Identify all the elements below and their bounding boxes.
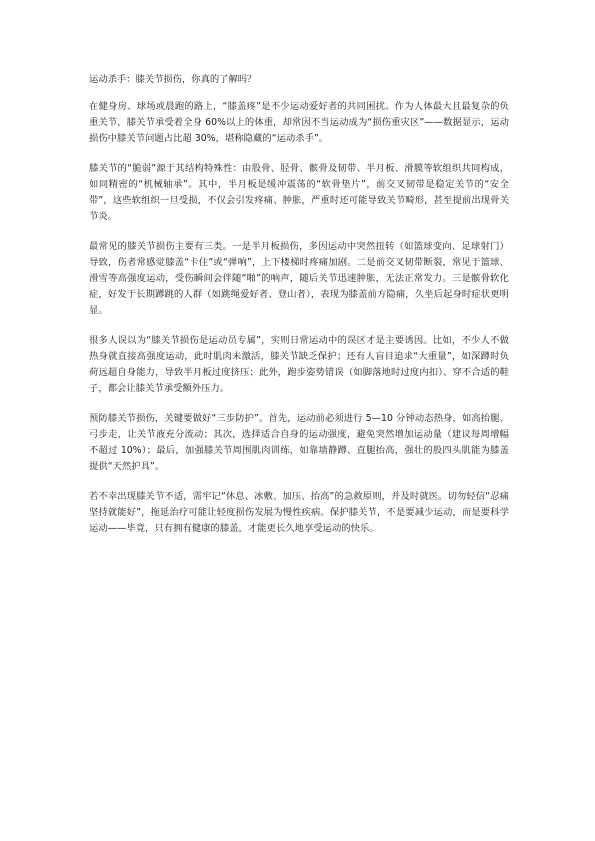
paragraph-misconceptions: 很多人误以为“膝关节损伤是运动员专属”，实则日常运动中的误区才是主要诱因。比如，不少人不做热身就直接高强度运动，此时肌肉未激活，膝关节缺乏保护；还有人盲目追求“大重量”，如深蹲时负荷远超自身能力，导致半月板过度挤压；此外，跑步姿势错误（如脚落地时过度内扣）、穿不合适的鞋子，都会让膝关节承受额外压力。 — [89, 335, 509, 394]
paragraph-injury-types: 最常见的膝关节损伤主要有三类。一是半月板损伤，多因运动中突然扭转（如篮球变向、足球射门）导致，伤者常感觉膝盖“卡住”或“弹响”，上下楼梯时疼痛加剧。二是前交叉韧带断裂，常见于篮球、滑雪等高强度运动，受伤瞬间会伴随“啪”的响声，随后关节迅速肿胀，无法正常发力。三是髌骨软化症，好发于长期蹲跳的人群（如跳绳爱好者、登山者），表现为膝盖前方隐痛，久坐后起身时症状更明显。 — [89, 241, 509, 316]
document-page — [89, 73, 509, 551]
document-title: 运动杀手：膝关节损伤，你真的了解吗？ — [89, 74, 257, 85]
paragraph-prevention: 预防膝关节损伤，关键要做好“三步防护”。首先，运动前必须进行 5—10 分钟动态热身，如高抬腿、弓步走，让关节液充分流动；其次，选择适合自身的运动强度，避免突然增加运动量（建议每周增幅不超过 10%）；最后，加强膝关节周围肌肉训练，如靠墙静蹲、直腿抬高，强壮的股四头肌能为膝盖提供“天然护具”。 — [89, 413, 509, 472]
paragraph-conclusion: 若不幸出现膝关节不适，需牢记“休息、冰敷、加压、抬高”的急救原则，并及时就医。切勿轻信“忍痛坚持就能好”，拖延治疗可能让轻度损伤发展为慢性疾病。保护膝关节，不是要减少运动，而是要科学运动——毕竟，只有拥有健康的膝盖，才能更长久地享受运动的快乐。 — [89, 491, 509, 534]
paragraph-structure: 膝关节的“脆弱”源于其结构特殊性：由股骨、胫骨、髌骨及韧带、半月板、滑膜等软组织共同构成，如同精密的“机械轴承”。其中，半月板是缓冲震荡的“软骨垫片”，前交叉韧带是稳定关节的“安全带”，这些软组织一旦受损，不仅会引发疼痛、肿胀，严重时还可能导致关节畸形，甚至提前出现骨关节炎。 — [89, 163, 509, 222]
paragraph-intro: 在健身房、球场或晨跑的路上，“膝盖疼”是不少运动爱好者的共同困扰。作为人体最大且最复杂的负重关节，膝关节承受着全身 60%以上的体重，却常因不当运动成为“损伤重灾区”——数据显示，运动损伤中膝关节问题占比超 30%，堪称隐藏的“运动杀手”。 — [89, 101, 509, 144]
